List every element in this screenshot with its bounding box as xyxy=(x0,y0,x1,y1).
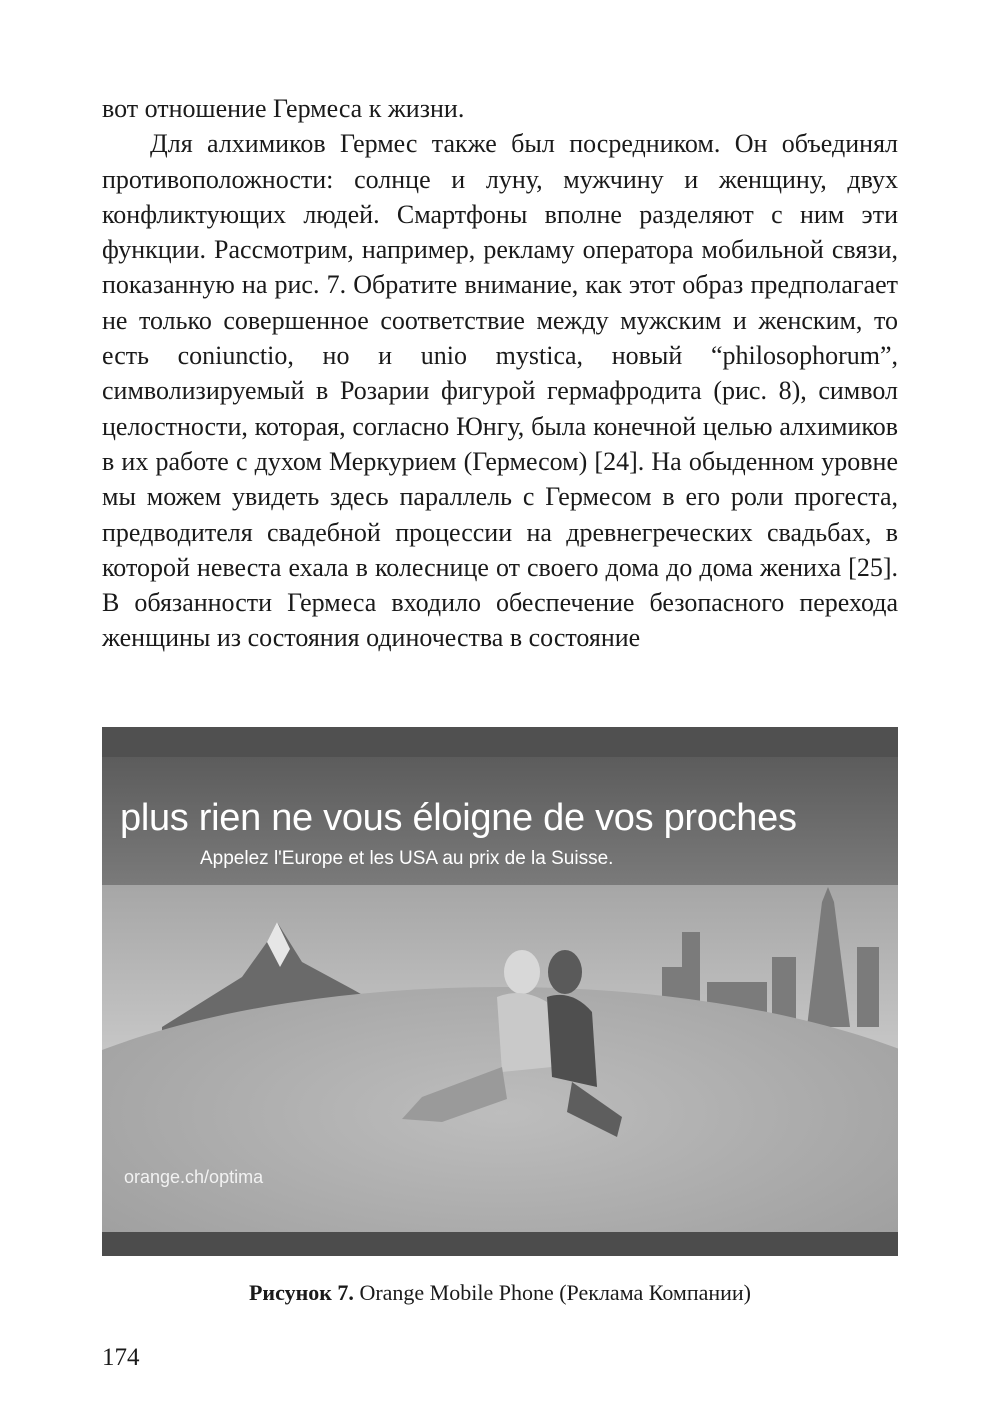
paragraph-2: Для алхимиков Гермес также был посредником. Он объединял противоположности: солнце и луну, мужчину и женщину, двух конфликтующих людей. Смартфоны вполне разделяют с ним эти функции. Рассмотрим, например, рекламу оператора мобильной связи, показанную на рис. 7. Обратите внимание, как этот образ предполагает не только совершенное соответствие между мужским и женским, то есть coniunctio, но и unio mystica, новый “philosophorum”, символизируемый в Розарии фигурой гермафродита (рис. 8), символ целостности, которая, согласно Юнгу, была конечной целью алхимиков в их работе с духом Меркурием (Гермесом) [24]. На обыденном уровне мы можем увидеть здесь параллель с Гермесом в его роли прогеста, предводителя свадебной процессии на древнегреческих свадьбах, в которой невеста ехала в колеснице от своего дома до дома жениха [25]. В обязанности Гермеса входило обеспечение безопасного перехода женщины из состояния одиночества в состояние xyxy=(102,129,898,653)
body-text xyxy=(102,91,898,656)
ad-subline: Appelez l'Europe et les USA au prix de la Suisse. xyxy=(200,848,614,869)
figure-7-photo xyxy=(102,727,898,1256)
paragraph-1: вот отношение Гермеса к жизни. xyxy=(102,94,465,123)
caption-label: Рисунок 7. xyxy=(248,1280,354,1305)
ad-headline: plus rien ne vous éloigne de vos proches xyxy=(120,797,797,839)
caption-text: Orange Mobile Phone (Реклама Компании) xyxy=(353,1280,752,1305)
frame-bottom xyxy=(102,1232,898,1256)
frame-top xyxy=(102,727,898,757)
page-number: 174 xyxy=(102,1344,140,1371)
figure-caption xyxy=(0,1280,1000,1306)
ad-url: orange.ch/optima xyxy=(124,1167,264,1187)
